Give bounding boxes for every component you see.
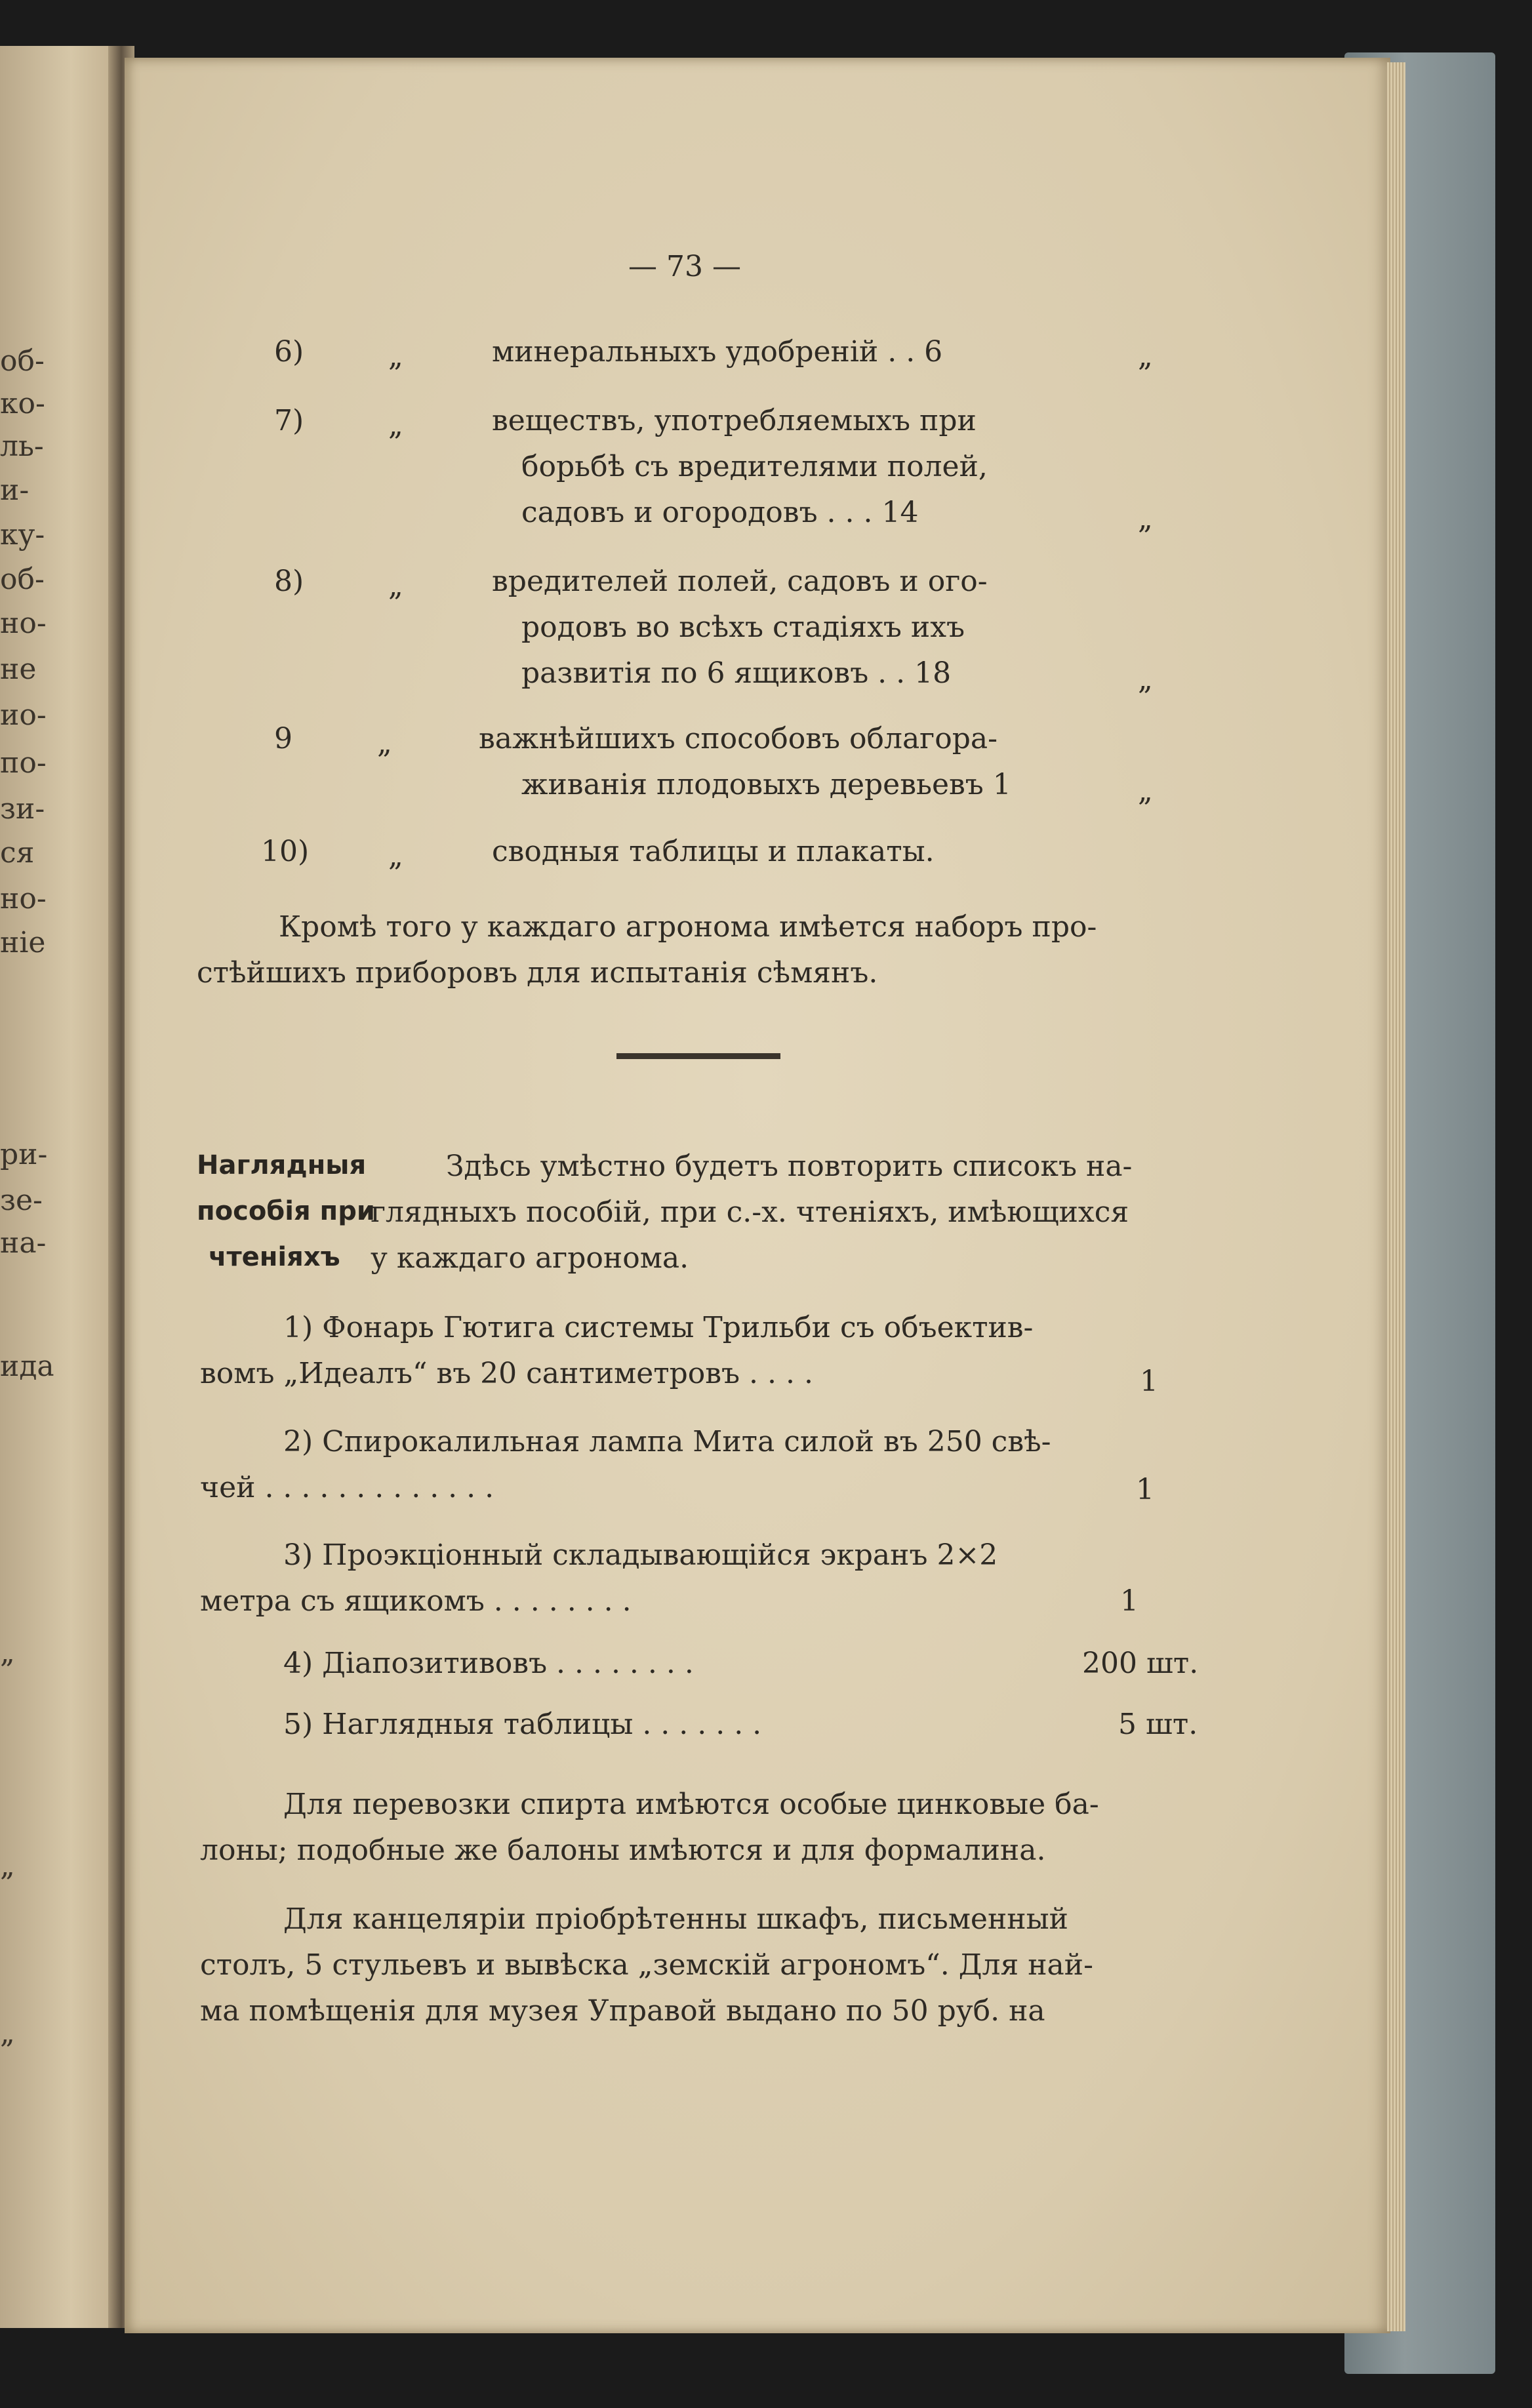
ditto-mark: „	[388, 340, 403, 373]
item-line: сводныя таблицы и плакаты.	[492, 835, 935, 868]
ditto-mark: „	[1138, 502, 1153, 536]
ditto-mark: „	[1138, 774, 1153, 808]
text-line: лоны; подобные же балоны имѣются и для формалина.	[200, 1834, 1046, 1867]
left-fragment: на-	[0, 1226, 47, 1260]
text-line: Для перевозки спирта имѣются особые цинковые ба-	[283, 1788, 1099, 1821]
text-line: ма помѣщенія для музея Управой выдано по 50 руб. на	[200, 1994, 1045, 2028]
item-line: 1) Фонарь Гютига системы Трильби съ объектив-	[283, 1311, 1034, 1344]
margin-note-line: чтеніяхъ	[209, 1242, 340, 1272]
left-fragment: ся	[0, 836, 35, 870]
item-number: 7)	[274, 404, 304, 437]
left-fragment: и-	[0, 473, 30, 507]
item-number: 6)	[274, 335, 304, 369]
left-fragment: ио-	[0, 698, 47, 732]
item-quantity: 1	[1120, 1584, 1139, 1618]
ditto-mark: „	[388, 839, 403, 873]
left-fragment: об-	[0, 563, 45, 596]
margin-note-line: пособія при	[197, 1196, 375, 1226]
item-number: 9	[274, 722, 292, 755]
item-line: 5) Наглядныя таблицы . . . . . . .	[283, 1708, 762, 1741]
ditto-mark: „	[1138, 663, 1153, 696]
item-line: метра съ ящикомъ . . . . . . . .	[200, 1584, 632, 1618]
item-line: 2) Спирокалильная лампа Мита силой въ 250 свѣ-	[283, 1425, 1051, 1458]
text-line: стѣйшихъ приборовъ для испытанія сѣмянъ.	[197, 956, 878, 990]
left-fragment: „	[0, 1849, 15, 1883]
left-fragment: но-	[0, 607, 47, 640]
ditto-mark: „	[388, 409, 403, 442]
ditto-mark: „	[1138, 340, 1153, 373]
item-number: 10)	[261, 835, 310, 868]
item-line: живанія плодовыхъ деревьевъ 1	[521, 768, 1011, 801]
left-fragment: зи-	[0, 792, 45, 826]
item-line: минеральныхъ удобреній . . 6	[492, 335, 943, 369]
left-fragment: ида	[0, 1350, 54, 1383]
item-line: 3) Проэкціонный складывающійся экранъ 2×2	[283, 1538, 998, 1572]
left-fragment: по-	[0, 746, 47, 780]
left-fragment: ніе	[0, 926, 46, 959]
item-quantity: 200 шт.	[1082, 1647, 1199, 1680]
left-fragment: „	[0, 2017, 15, 2050]
left-fragment: ри-	[0, 1138, 48, 1171]
item-line: вомъ „Идеалъ“ въ 20 сантиметровъ . . . .	[200, 1357, 813, 1390]
item-line: веществъ, употребляемыхъ при	[492, 404, 977, 437]
ditto-mark: „	[388, 569, 403, 603]
left-fragment: не	[0, 652, 37, 686]
item-line: родовъ во всѣхъ стадіяхъ ихъ	[521, 611, 965, 644]
page-number: — 73 —	[628, 250, 741, 283]
margin-note-line: Наглядныя	[197, 1150, 367, 1180]
item-line: развитія по 6 ящиковъ . . 18	[521, 656, 952, 690]
item-line: вредителей полей, садовъ и ого-	[492, 565, 988, 598]
text-line: столъ, 5 стульевъ и вывѣска „земскій агрономъ“. Для най-	[200, 1948, 1093, 1982]
item-line: чей . . . . . . . . . . . . .	[200, 1471, 494, 1504]
page-edge	[1387, 62, 1405, 2331]
left-fragment: ку-	[0, 518, 45, 552]
item-quantity: 1	[1140, 1365, 1158, 1398]
item-quantity: 5 шт.	[1118, 1708, 1198, 1741]
left-fragment: „	[0, 1636, 15, 1670]
left-fragment: но-	[0, 882, 47, 915]
item-number: 8)	[274, 565, 304, 598]
text-line: Здѣсь умѣстно будетъ повторить списокъ на-	[446, 1150, 1133, 1183]
text-line: Для канцеляріи пріобрѣтенны шкафъ, письменный	[283, 1902, 1068, 1936]
item-quantity: 1	[1136, 1473, 1154, 1506]
left-fragment: ко-	[0, 387, 45, 420]
left-fragment: об-	[0, 344, 45, 378]
text-line: у каждаго агронома.	[371, 1241, 689, 1275]
item-line: борьбѣ съ вредителями полей,	[521, 450, 988, 483]
item-line: важнѣйшихъ способовъ облагора-	[479, 722, 998, 755]
section-divider	[616, 1053, 780, 1059]
item-line: садовъ и огородовъ . . . 14	[521, 496, 919, 529]
item-line: 4) Діапозитивовъ . . . . . . . .	[283, 1647, 694, 1680]
left-fragment: ль-	[0, 430, 44, 463]
text-line: глядныхъ пособій, при с.-х. чтеніяхъ, имѣющихся	[371, 1195, 1129, 1229]
left-fragment: зе-	[0, 1184, 43, 1217]
text-line: Кромѣ того у каждаго агронома имѣется наборъ про-	[279, 910, 1097, 944]
ditto-mark: „	[377, 727, 392, 760]
